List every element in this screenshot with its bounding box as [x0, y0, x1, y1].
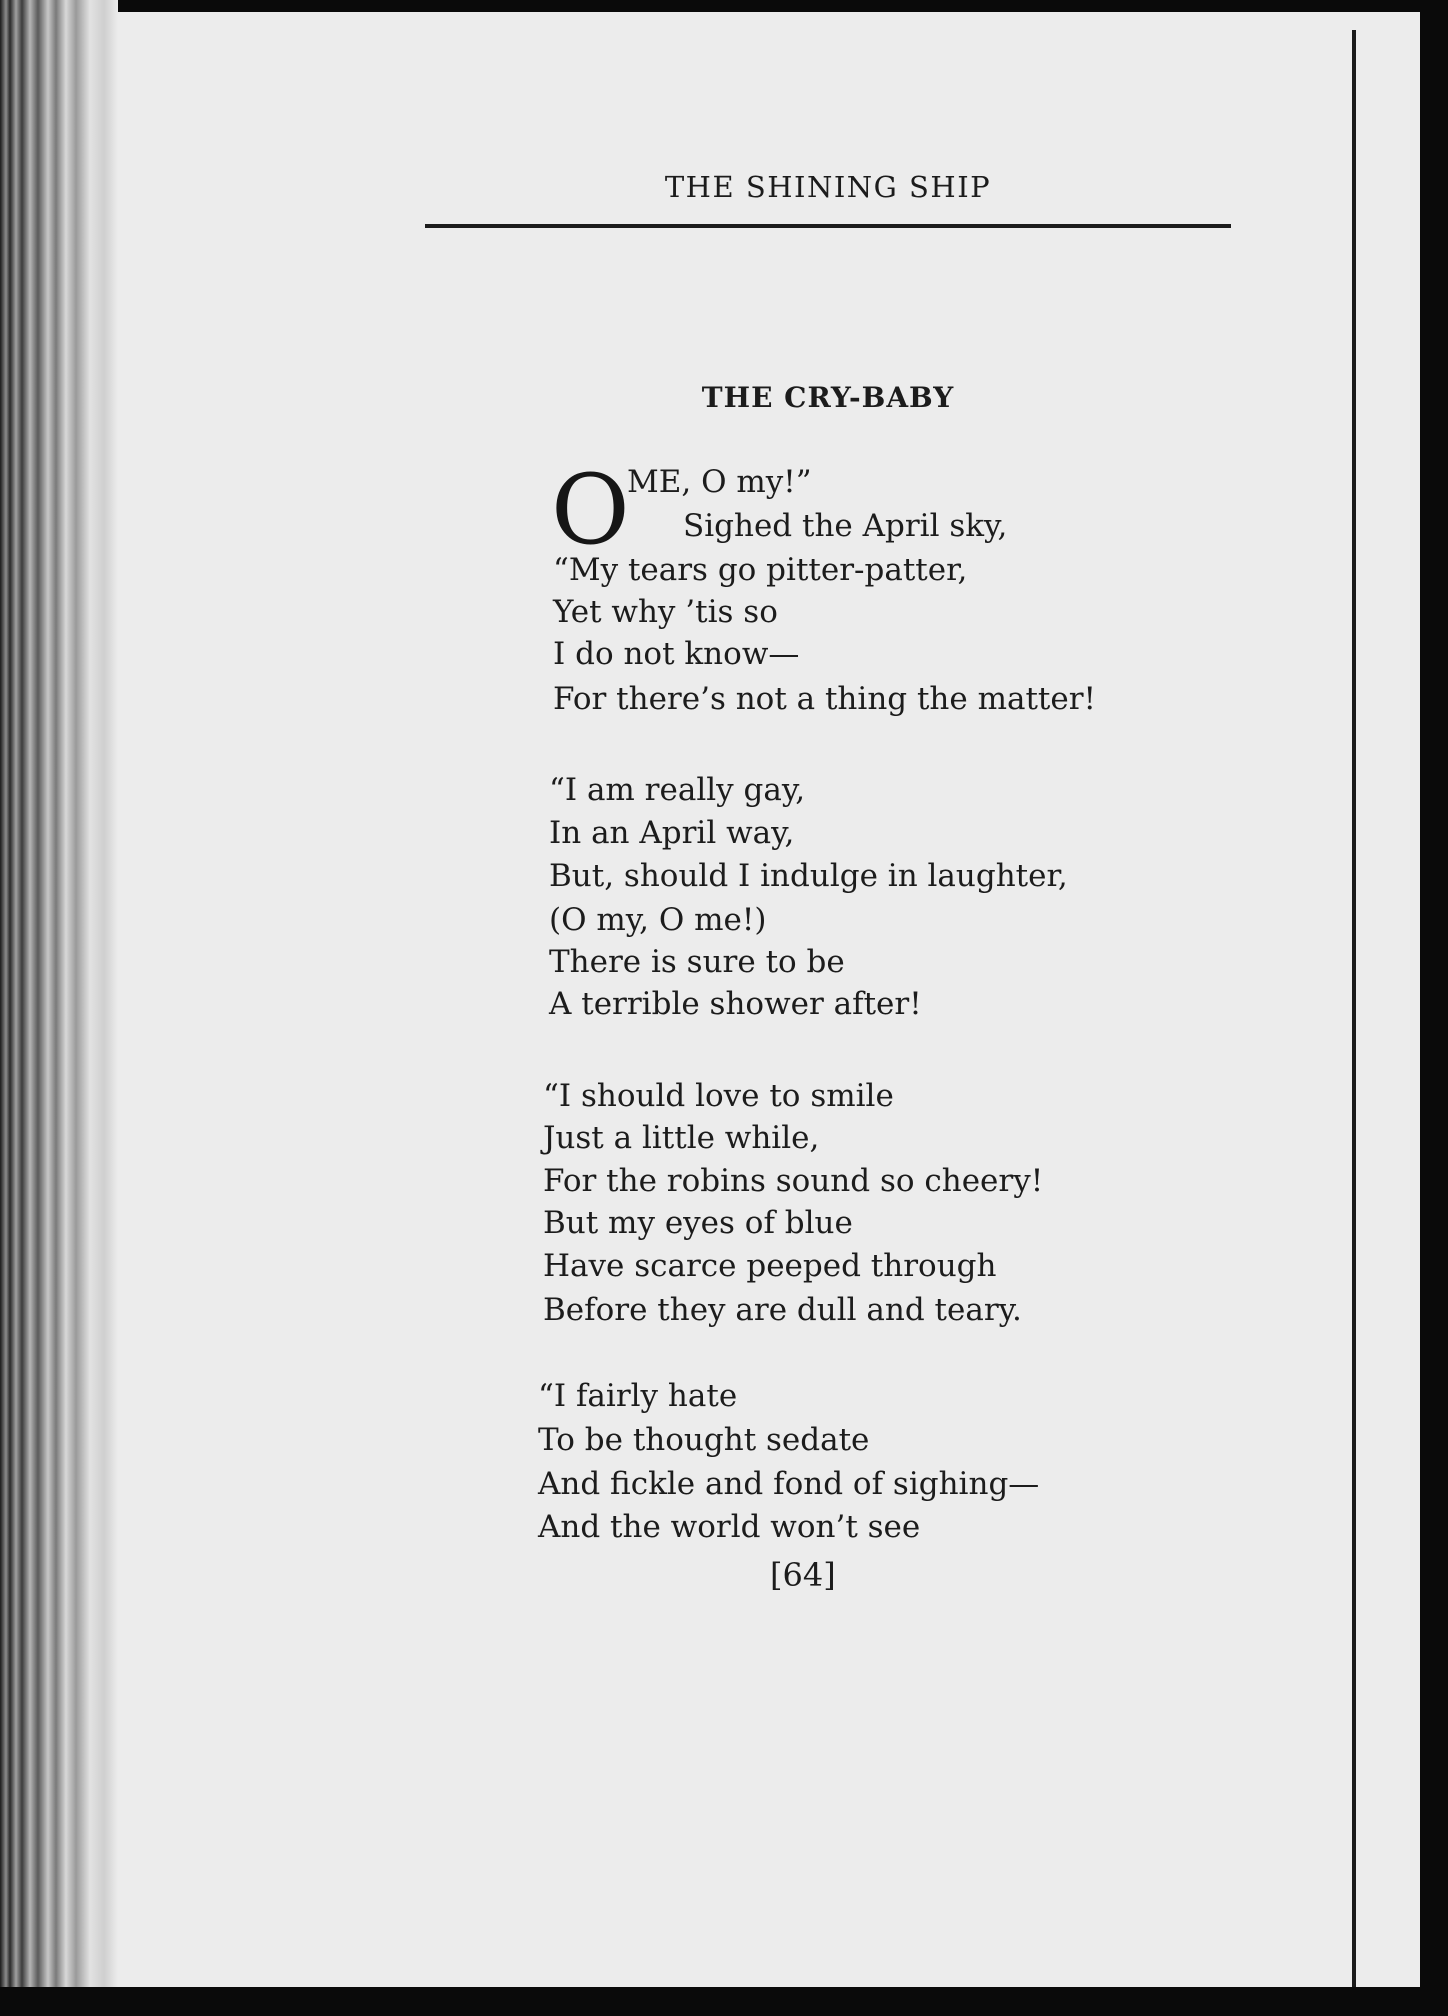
- poem-line: ME, O my!”: [627, 464, 812, 500]
- scan-bottom-border: [0, 1987, 1448, 2016]
- poem-line: Just a little while,: [543, 1120, 820, 1156]
- poem-line: “I fairly hate: [538, 1378, 738, 1414]
- poem-line: In an April way,: [549, 815, 795, 851]
- poem-line: Before they are dull and teary.: [543, 1292, 1022, 1328]
- poem-line: There is sure to be: [549, 944, 845, 980]
- poem-line: And fickle and fond of sighing—: [538, 1466, 1040, 1502]
- running-head: THE SHINING SHIP: [664, 170, 992, 204]
- poem-line: Sighed the April sky,: [683, 508, 1008, 544]
- book-page-edges: [0, 0, 118, 2000]
- poem-title: THE CRY-BABY: [701, 381, 955, 414]
- poem-line: I do not know—: [553, 636, 800, 672]
- page-number: [64]: [770, 1556, 836, 1594]
- poem-line: To be thought sedate: [538, 1422, 870, 1458]
- poem-line: “I am really gay,: [549, 772, 806, 808]
- drop-cap: O: [551, 454, 630, 566]
- poem-line: “I should love to smile: [543, 1078, 894, 1114]
- poem-line: Have scarce peeped through: [543, 1248, 997, 1284]
- poem-line: “My tears go pitter-patter,: [553, 552, 968, 588]
- poem-line: For the robins sound so cheery!: [543, 1163, 1044, 1199]
- header-rule: [425, 224, 1231, 228]
- right-page-edge-line: [1352, 30, 1356, 1990]
- poem-line: But, should I indulge in laughter,: [549, 858, 1068, 894]
- poem-line: And the world won’t see: [538, 1509, 921, 1545]
- scan-right-border: [1420, 0, 1448, 2016]
- poem-line: (O my, O me!): [549, 902, 767, 938]
- poem-line: Yet why ’tis so: [553, 594, 778, 630]
- poem-line: A terrible shower after!: [549, 986, 922, 1022]
- poem-line: But my eyes of blue: [543, 1205, 853, 1241]
- poem-line: For there’s not a thing the matter!: [553, 681, 1097, 717]
